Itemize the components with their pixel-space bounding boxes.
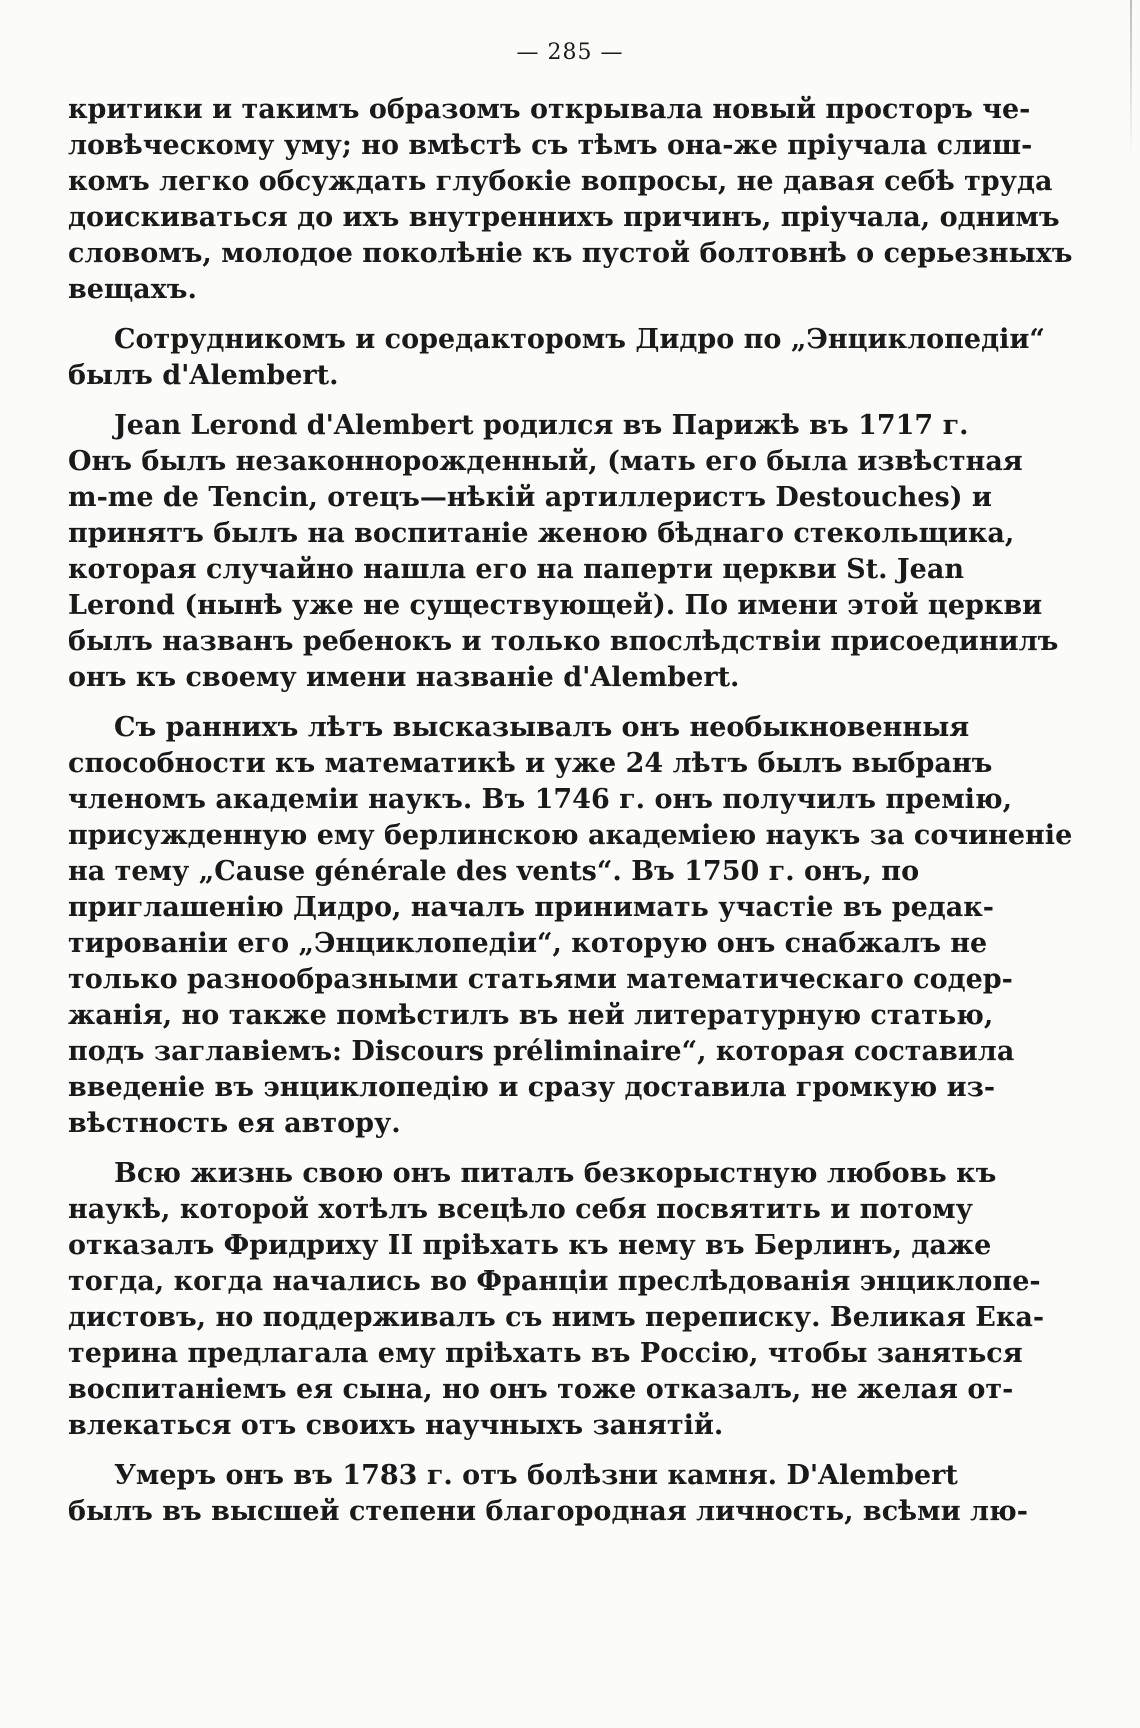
text-line: Всю жизнь свою онъ питалъ безкорыстную любовь къ bbox=[114, 1158, 997, 1189]
text-line: приглашенію Дидро, началъ принимать участіе въ редак- bbox=[68, 892, 994, 923]
text-line: m-me de Tencin, отецъ—нѣкій артиллеристъ Destouches) и bbox=[68, 482, 992, 513]
text-line: вещахъ. bbox=[68, 274, 197, 305]
text-line: Съ раннихъ лѣтъ высказывалъ онъ необыкновенныя bbox=[114, 712, 970, 743]
text-line: которая случайно нашла его на паперти церкви St. Jean bbox=[68, 554, 964, 585]
text-line: введеніе въ энциклопедію и сразу доставила громкую из- bbox=[68, 1072, 996, 1103]
text-line: дистовъ, но поддерживалъ съ нимъ переписку. Великая Ека- bbox=[68, 1302, 1045, 1333]
text-line: жанія, но также помѣстилъ въ ней литературную статью, bbox=[68, 1000, 994, 1031]
text-line: Jean Lerond d'Alembert родился въ Парижѣ въ 1717 г. bbox=[114, 410, 969, 441]
text-line: членомъ академіи наукъ. Въ 1746 г. онъ получилъ премію, bbox=[68, 784, 1013, 815]
text-line: комъ легко обсуждать глубокіе вопросы, не давая себѣ труда bbox=[68, 166, 1053, 197]
text-line: онъ къ своему имени названіе d'Alembert. bbox=[68, 662, 740, 693]
paragraph bbox=[68, 1156, 1045, 1444]
text-line: критики и такимъ образомъ открывала новый просторъ че- bbox=[68, 94, 1031, 125]
text-line: только разнообразными статьями математическаго содер- bbox=[68, 964, 1013, 995]
text-line: былъ d'Alembert. bbox=[68, 360, 339, 391]
text-line: присужденную ему берлинскою академіею наукъ за сочиненіе bbox=[68, 820, 1073, 851]
text-line: словомъ, молодое поколѣніе къ пустой болтовнѣ о серьезныхъ bbox=[68, 238, 1073, 269]
scan-edge-shadow bbox=[1130, 0, 1132, 160]
paragraph bbox=[68, 92, 1073, 308]
body-text bbox=[68, 92, 1073, 1544]
text-line: Сотрудникомъ и соредакторомъ Дидро по „Энциклопедіи“ bbox=[114, 324, 1045, 355]
text-line: былъ названъ ребенокъ и только впослѣдствіи присоединилъ bbox=[68, 626, 1059, 657]
text-line: ловѣческому уму; но вмѣстѣ съ тѣмъ она-же пріучала слиш- bbox=[68, 130, 1033, 161]
paragraph bbox=[68, 408, 1059, 696]
text-line: на тему „Cause générale des vents“. Въ 1750 г. онъ, по bbox=[68, 856, 920, 887]
text-line: Lerond (нынѣ уже не существующей). По имени этой церкви bbox=[68, 590, 1043, 621]
text-line: принятъ былъ на воспитаніе женою бѣднаго стекольщика, bbox=[68, 518, 1015, 549]
text-line: наукѣ, которой хотѣлъ всецѣло себя посвятить и потому bbox=[68, 1194, 973, 1225]
paragraph bbox=[68, 322, 1045, 394]
text-line: Онъ былъ незаконнорожденный, (мать его была извѣстная bbox=[68, 446, 1023, 477]
text-line: доискиваться до ихъ внутреннихъ причинъ, пріучала, однимъ bbox=[68, 202, 1060, 233]
text-line: способности къ математикѣ и уже 24 лѣтъ былъ выбранъ bbox=[68, 748, 993, 779]
text-line: влекаться отъ своихъ научныхъ занятій. bbox=[68, 1410, 724, 1441]
paragraph bbox=[68, 710, 1073, 1142]
text-line: тированіи его „Энциклопедіи“, которую онъ снабжалъ не bbox=[68, 928, 988, 959]
text-line: Умеръ онъ въ 1783 г. отъ болѣзни камня. D'Alembert bbox=[114, 1460, 958, 1491]
text-line: отказалъ Фридриху II пріѣхать къ нему въ Берлинъ, даже bbox=[68, 1230, 992, 1261]
text-line: терина предлагала ему пріѣхать въ Россію, чтобы заняться bbox=[68, 1338, 1023, 1369]
paragraph bbox=[68, 1458, 1028, 1530]
text-line: подъ заглавіемъ: Discours préliminaire“, которая составила bbox=[68, 1036, 1015, 1067]
text-line: былъ въ высшей степени благородная личность, всѣми лю- bbox=[68, 1496, 1028, 1527]
page-number: — 285 — bbox=[516, 40, 624, 65]
text-line: тогда, когда начались во Франціи преслѣдованія энциклопе- bbox=[68, 1266, 1041, 1297]
text-line: воспитаніемъ ея сына, но онъ тоже отказалъ, не желая от- bbox=[68, 1374, 1014, 1405]
text-line: вѣстность ея автору. bbox=[68, 1108, 401, 1139]
